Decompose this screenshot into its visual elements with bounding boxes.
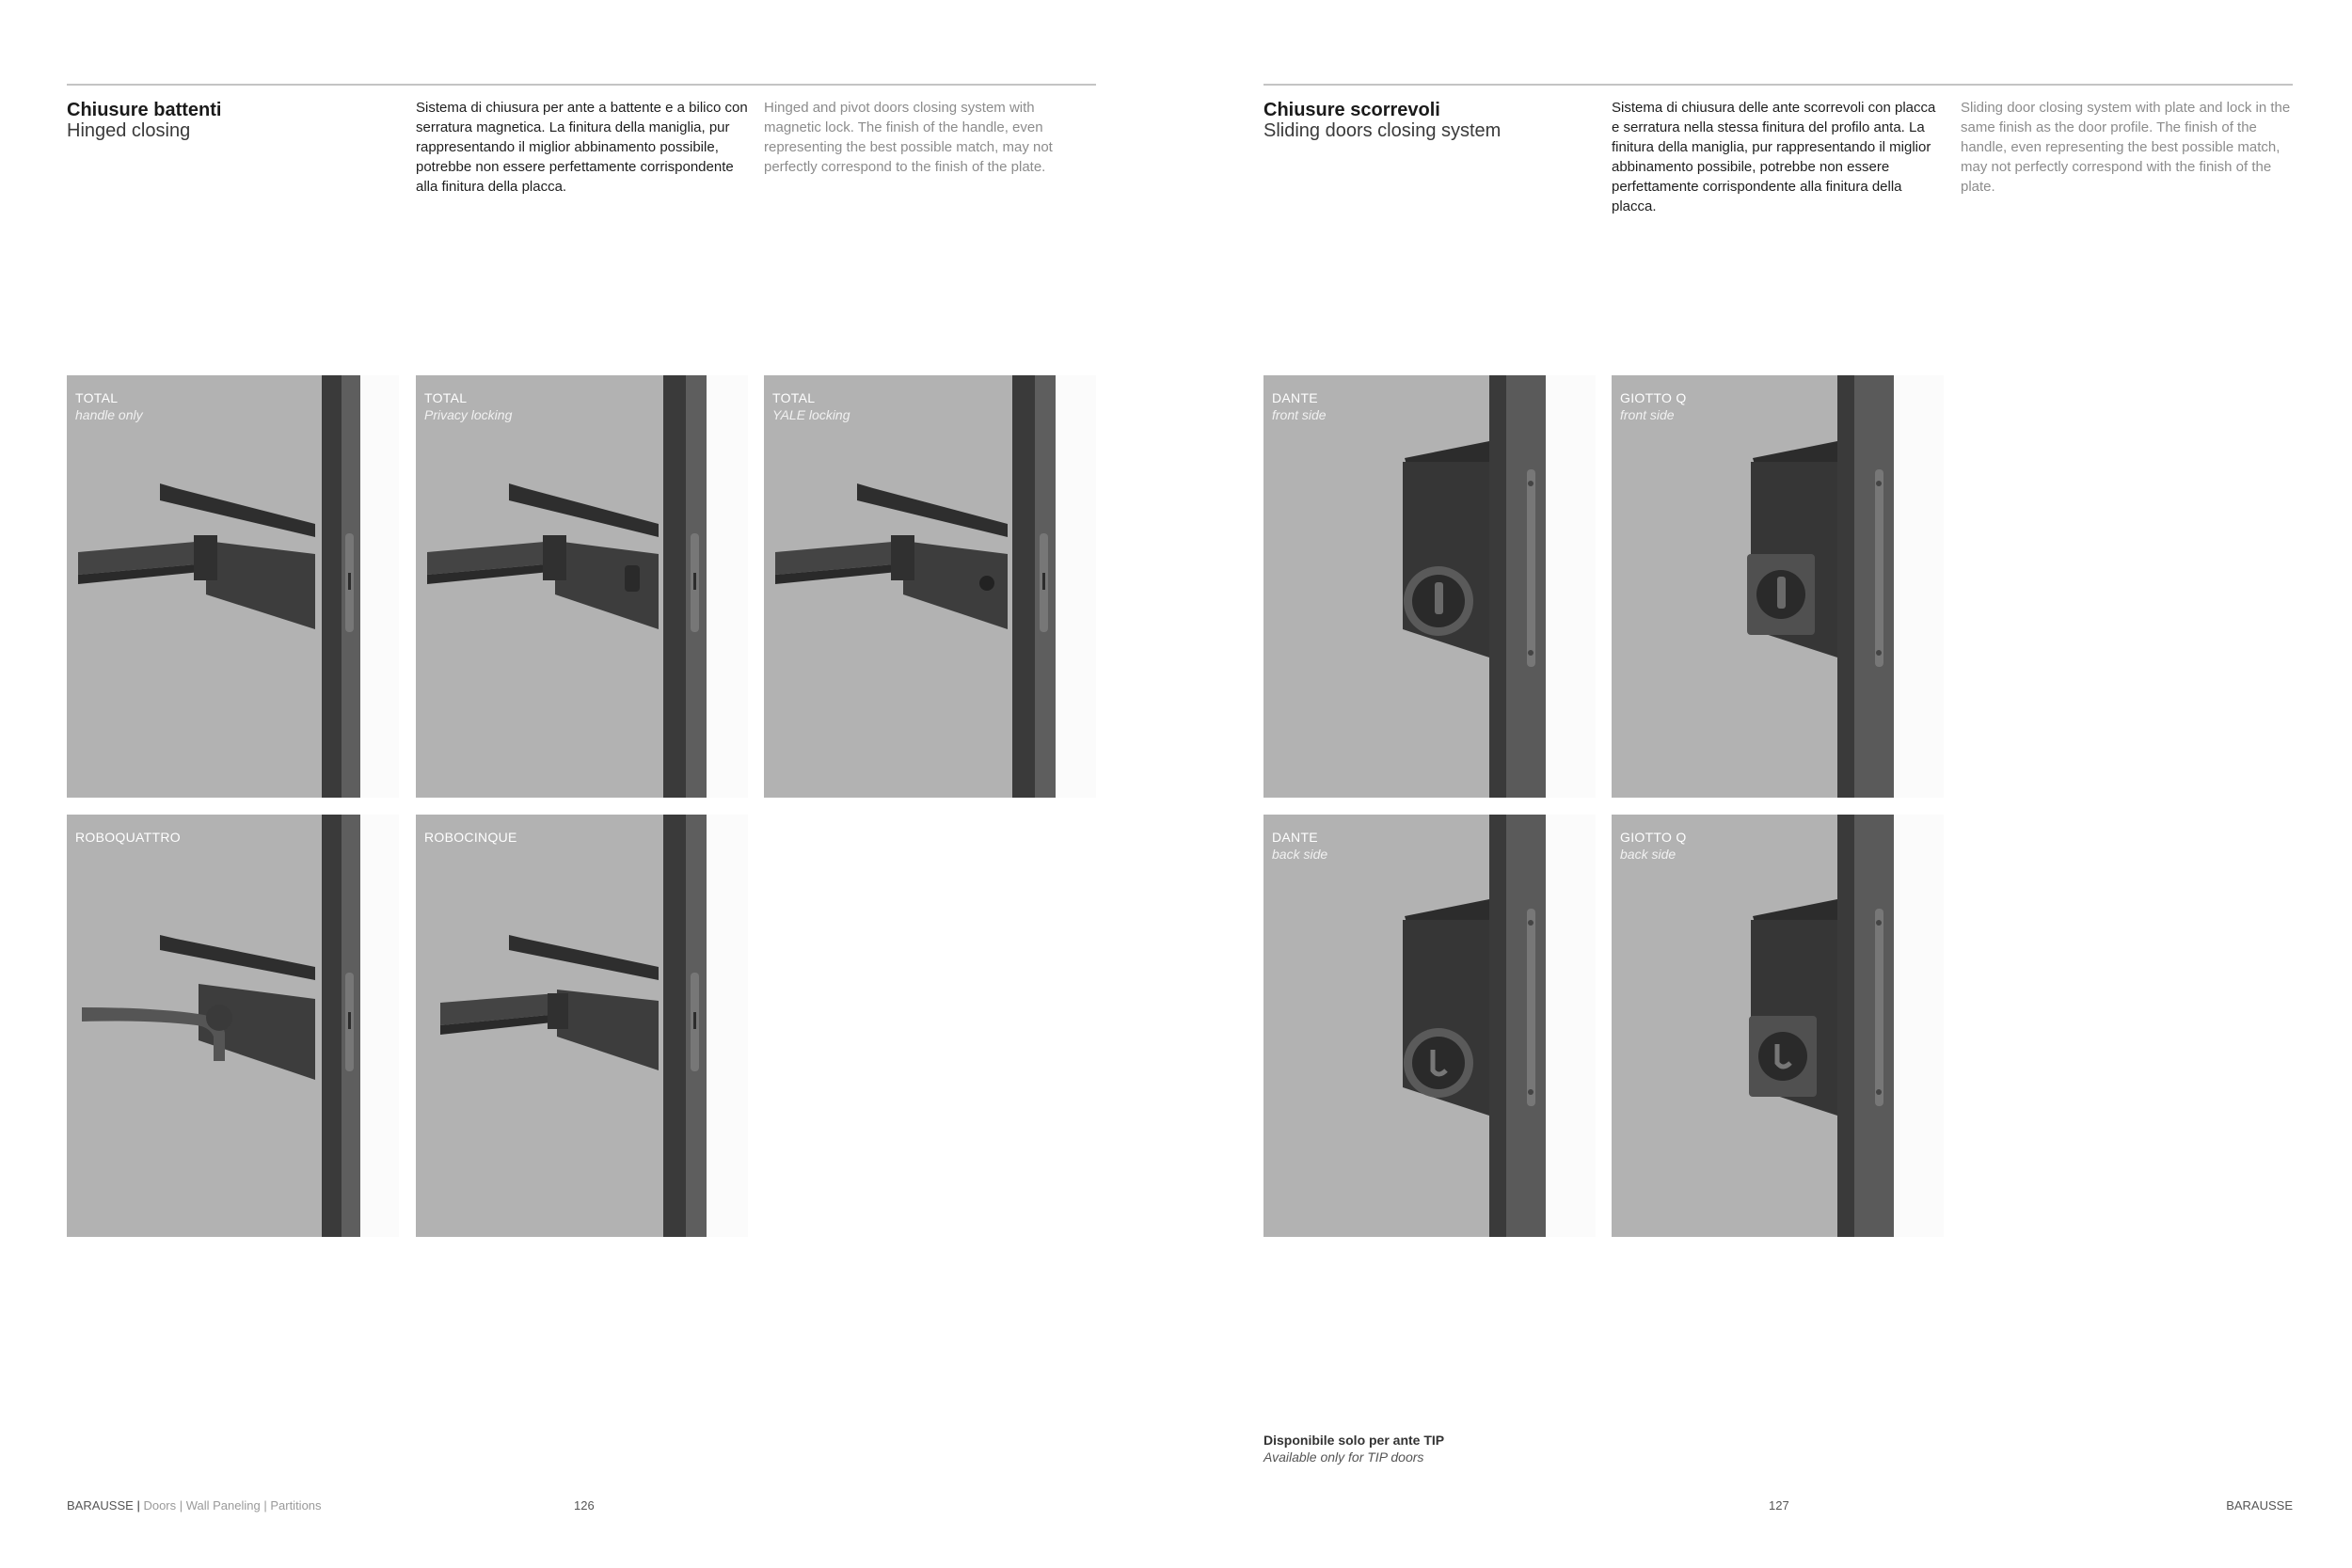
product-name: ROBOQUATTRO [75,830,181,845]
product-variant: handle only [75,407,143,422]
product-tile-giotto-back [1612,815,1944,1237]
product-variant: front side [1620,407,1675,422]
product-tile-dante-back [1263,815,1596,1237]
availability-note-en: Available only for TIP doors [1263,1449,1424,1465]
right-description-en: Sliding door closing system with plate and lock in the same finish as the door profile. The finish of the handle, even representing the best possible match, may not perfectly correspond with the finish of the plate. [1961,100,2291,195]
product-tile-total-handle [67,375,399,798]
product-variant: back side [1620,847,1677,862]
left-section-subtitle: Hinged closing [67,120,191,141]
product-variant: front side [1272,407,1327,422]
product-tile-roboquattro [67,815,399,1237]
brand-name: BARAUSSE [67,1498,134,1513]
product-tile-total-privacy [416,375,748,798]
product-variant: back side [1272,847,1328,862]
product-name: TOTAL [75,390,119,405]
product-tile-robocinque [416,815,748,1237]
product-name: TOTAL [424,390,468,405]
product-name: ROBOCINQUE [424,830,517,845]
right-section-subtitle: Sliding doors closing system [1263,120,1502,141]
right-section-title: Chiusure scorrevoli [1263,100,1440,120]
product-tile-dante-front [1263,375,1596,798]
left-description-en: Hinged and pivot doors closing system with magnetic lock. The finish of the handle, even representing the best possible match, may not perfectly correspond to the finish of the plate. [764,100,1053,175]
page-number-right: 127 [1769,1498,1789,1513]
product-tile-giotto-front [1612,375,1944,798]
left-description-it: Sistema di chiusura per ante a battente e a bilico con serratura magnetica. La finitura della maniglia, pur rappresentando il miglior abbinamento possibile, potrebbe non essere perfettamente corrispondente alla finitura della placca. [416,100,748,195]
product-variant: YALE locking [772,407,850,422]
left-footer [67,1498,322,1513]
product-name: GIOTTO Q [1620,390,1687,405]
left-header-rule [67,84,1096,86]
product-name: GIOTTO Q [1620,830,1687,845]
product-name: TOTAL [772,390,816,405]
brand-name-right: BARAUSSE [2226,1498,2293,1513]
left-section-title: Chiusure battenti [67,100,222,120]
product-name: DANTE [1272,390,1318,405]
product-variant: Privacy locking [424,407,513,422]
right-description-it: Sistema di chiusura delle ante scorrevoli con placca e serratura nella stessa finitura del profilo anta. La finitura della maniglia, pur rappresentando il miglior abbinamento possibile, potrebbe non essere perfettamente corrispondente alla finitura della placca. [1612,100,1936,214]
product-name: DANTE [1272,830,1318,845]
page-number-left: 126 [574,1498,595,1513]
availability-note-it: Disponibile solo per ante TIP [1263,1433,1445,1448]
footer-separator: | [136,1498,140,1513]
right-header-rule [1263,84,2293,86]
product-tile-total-yale [764,375,1096,798]
footer-nav: Doors | Wall Paneling | Partitions [143,1498,322,1513]
